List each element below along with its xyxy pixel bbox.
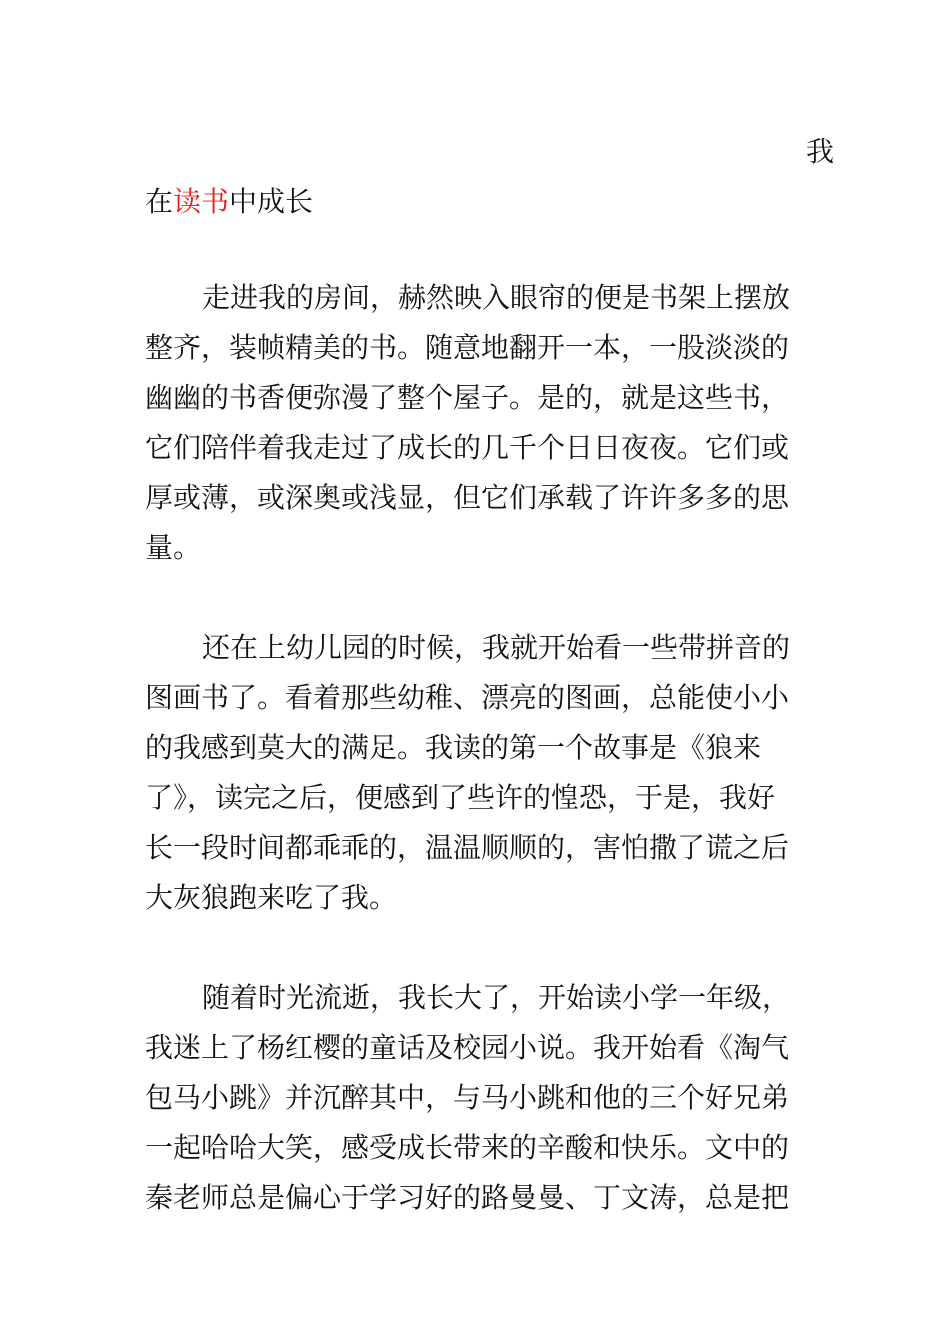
paragraph-line: 包马小跳》并沉醉其中，与马小跳和他的三个好兄弟 [145,1081,790,1114]
paragraph-line: 了》，读完之后，便感到了些许的惶恐，于是，我好 [145,781,776,814]
title-highlight: 读书 [173,185,230,218]
paragraph-1 [145,273,810,573]
title-suffix: 中成长 [229,185,314,218]
title-first-text: 我 [806,135,835,168]
paragraph-line: 它们陪伴着我走过了成长的几千个日日夜夜。它们或 [145,431,790,464]
paragraph-line: 秦老师总是偏心于学习好的路曼曼、丁文涛，总是把 [145,1181,790,1214]
paragraph-line: 还在上幼儿园的时候，我就开始看一些带拼音的 [202,631,791,664]
title-continuation [145,178,313,226]
paragraph-line: 幽幽的书香便弥漫了整个屋子。是的，就是这些书， [145,381,790,414]
paragraph-line: 量。 [145,531,202,564]
paragraph-line: 厚或薄，或深奥或浅显，但它们承载了许许多多的思 [145,481,790,514]
paragraph-2 [145,623,810,923]
paragraph-line: 走进我的房间，赫然映入眼帘的便是书架上摆放 [202,281,791,314]
paragraph-line: 随着时光流逝，我长大了，开始读小学一年级， [202,981,791,1014]
paragraph-line: 大灰狼跑来吃了我。 [145,881,398,914]
paragraph-line: 长一段时间都乖乖的，温温顺顺的，害怕撒了谎之后 [145,831,790,864]
paragraph-3 [145,973,810,1223]
paragraph-line: 的我感到莫大的满足。我读的第一个故事是《狼来 [145,731,762,764]
paragraph-line: 我迷上了杨红樱的童话及校园小说。我开始看《淘气 [145,1031,790,1064]
title-prefix: 在 [145,185,174,218]
paragraph-line: 一起哈哈大笑，感受成长带来的辛酸和快乐。文中的 [145,1131,790,1164]
paragraph-line: 图画书了。看着那些幼稚、漂亮的图画，总能使小小 [145,681,790,714]
title-first-char [806,128,834,176]
paragraph-line: 整齐，装帧精美的书。随意地翻开一本，一股淡淡的 [145,331,790,364]
